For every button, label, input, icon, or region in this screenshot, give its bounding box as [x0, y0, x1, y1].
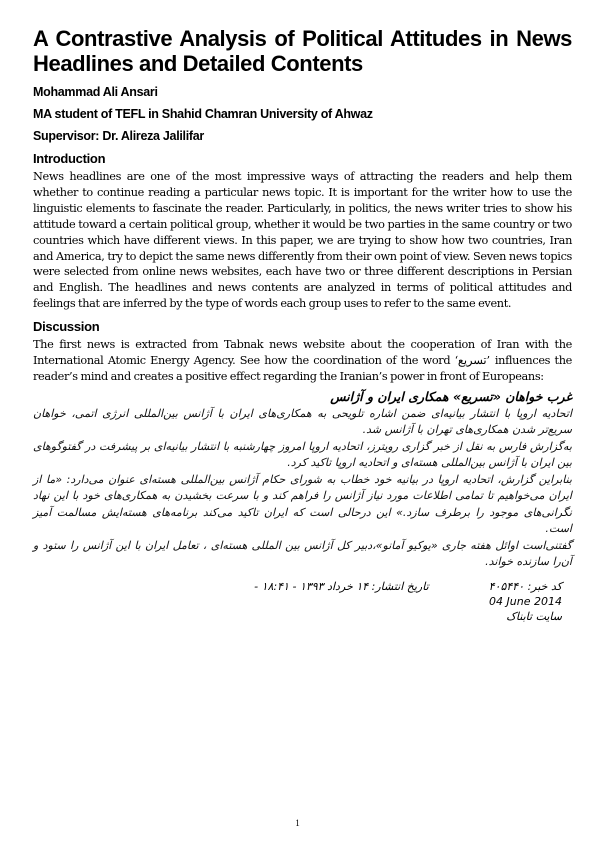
page-number: 1 — [295, 818, 300, 828]
supervisor-line: Supervisor: Dr. Alireza Jalilifar — [33, 129, 204, 143]
news-meta-row — [33, 579, 572, 594]
persian-headline: غرب خواهان «تسریع» همکاری ایران و آژانس — [330, 388, 572, 404]
page-content — [33, 26, 572, 624]
publish-date: تاریخ انتشار: ۱۴ خرداد ۱۳۹۳ - ۱۸:۴۱ - — [254, 579, 429, 593]
persian-paragraph: اتحادیه اروپا با انتشار بیانیه‌ای ضمن اشاره تلویحی به همکاری‌های ایران با آژانس بین‌المللی انرژی اتمی، خواهان سریع‌تر شدن همکاری‌های تهران با آژانس شد. — [33, 406, 572, 437]
english-date: 04 June 2014 — [489, 594, 562, 608]
paper-title: A Contrastive Analysis of Political Attitudes in News Headlines and Detailed Contents — [33, 26, 572, 76]
persian-article — [33, 406, 572, 571]
discussion-paragraph: The first news is extracted from Tabnak news website about the cooperation of Iran with the International Atomic Energy Agency. See how the coordination of the word ‘تسریع’ influences the reader’s mind and creates a positive effect regarding the Iranian’s power in front of Europeans: — [33, 338, 572, 383]
news-code: کد خبر: ۴۰۵۴۴۰ — [488, 579, 562, 593]
persian-paragraph: بنابراین گزارش، اتحادیه اروپا در بیانیه خود خطاب به شورای حکام آژانس بین‌المللی هسته‌ای عنوان می‌دارد: «ما از ایران می‌خواهیم تا تمامی اطلاعات مورد نیاز آژانس را فراهم کند و با سرعت بخشیدن به همکاری‌های خود با این نهاد نگرانی‌های موجود را برطرف سازد.» این درحالی است که ایران تاکید می‌کند برنامه‌های هسته‌ایش مسالمت آمیز است. — [33, 472, 572, 536]
author-affiliation: MA student of TEFL in Shahid Chamran University of Ahwaz — [33, 107, 373, 121]
introduction-heading: Introduction — [33, 151, 106, 166]
introduction-paragraph: News headlines are one of the most impressive ways of attracting the readers and help them whether to continue reading a particular news topic. It is important for the writer how to use the linguistic elements to fascinate the reader. Particularly, in politics, the news writer tries to show his attitude toward a certain political group, whether it would be two parties in the same country or two countries which have different views. In this paper, we are trying to show how two countries, Iran and America, try to depict the same news differently from their own point of view. Seven news topics were selected from online news websites, each have two or three different descriptions in Persian and English. The headlines and news contents are analyzed in terms of political attitudes and feelings that are inferred by the type of words each group uses to refer to the same event. — [33, 170, 572, 311]
persian-paragraph: به‌گزارش فارس به نقل از خبر گزاری رویترز، اتحادیه اروپا امروز چهارشنبه با انتشار بیانیه‌ای بر پیشرفت در گفتوگوهای بین ایران با آژانس بین‌المللی هسته‌ای و اتحادیه اروپا تاکید کرد. — [33, 439, 572, 470]
source-site: سایت تابناک — [506, 609, 562, 623]
discussion-heading: Discussion — [33, 319, 100, 335]
persian-paragraph: گفتنی‌است اوائل هفته جاری «یوکیو آمانو»،دبیر کل آژانس بین المللی هسته‌ای ، تعامل ایران با این آژانس را ستود و آن‌را سازنده خواند. — [33, 538, 572, 569]
author-name: Mohammad Ali Ansari — [33, 85, 158, 99]
